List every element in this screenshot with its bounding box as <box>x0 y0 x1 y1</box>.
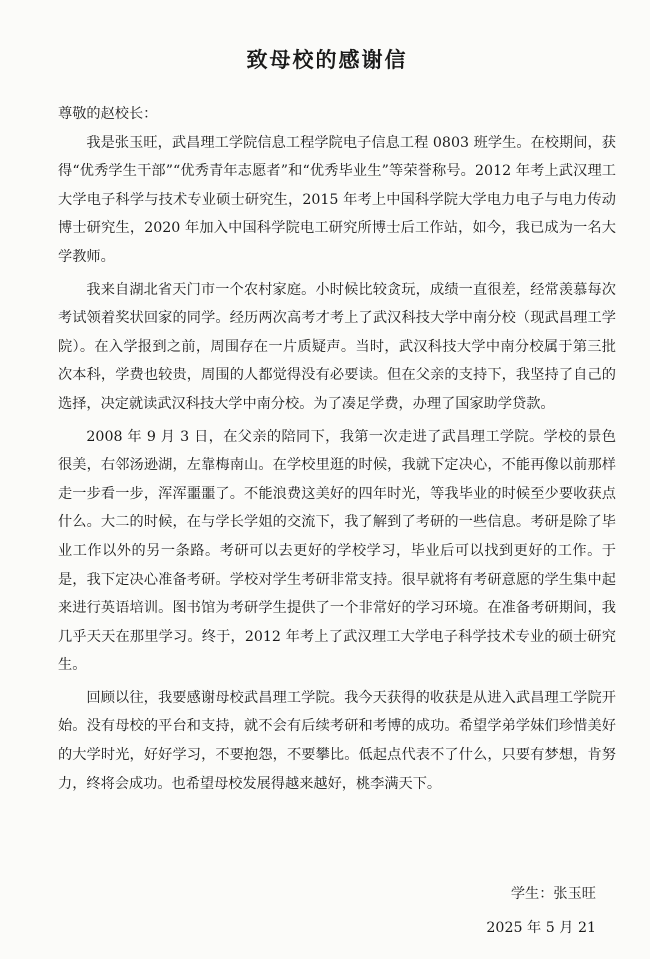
letter-title: 致母校的感谢信 <box>246 47 408 72</box>
letter-salutation: 尊敬的赵校长： <box>58 106 158 122</box>
letter-signature: 学生：张玉旺 <box>510 886 596 902</box>
letter-date: 2025 年 5 月 21 <box>486 920 596 936</box>
letter-paragraph-3: 2008 年 9 月 3 日，在父亲的陪同下，我第一次走进了武昌理工学院。学校的景色很美，右邻汤逊湖，左靠梅南山。在学校里逛的时候，我就下定决心，不能再像以前那样走一步看一步，浑浑噩噩了。不能浪费这美好的四年时光，等我毕业的时候至少要收获点什么。大二的时候，在与学长学姐的交流下，我了解到了考研的一些信息。考研是除了毕业工作以外的另一条路。考研可以去更好的学校学习，毕业后可以找到更好的工作。于是，我下定决心准备考研。学校对学生考研非常支持。很早就将有考研意愿的学生集中起来进行英语培训。图书馆为考研学生提供了一个非常好的学习环境。在准备考研期间，我几乎天天在那里学习。终于，2012 年考上了武汉理工大学电子科学技术专业的硕士研究生。 <box>58 428 616 674</box>
letter-paragraph-4: 回顾以往，我要感谢母校武昌理工学院。我今天获得的收获是从进入武昌理工学院开始。没有母校的平台和支持，就不会有后续考研和考博的成功。希望学弟学妹们珍惜美好的大学时光，好好学习，不要抱怨，不要攀比。低起点代表不了什么，只要有梦想，肯努力，终将会成功。也希望母校发展得越来越好，桃李满天下。 <box>58 689 616 792</box>
letter-signature-block <box>486 880 596 942</box>
letter-paragraph-1: 我是张玉旺，武昌理工学院信息工程学院电子信息工程 0803 班学生。在校期间，获得“优秀学生干部”“优秀青年志愿者”和“优秀毕业生”等荣誉称号。2012 年考上武汉理工大学电子科学与技术专业硕士研究生，2015 年考上中国科学院大学电力电子与电力传动博士研究生，2020 年加入中国科学院电工研究所博士后工作站，如今，我已成为一名大学教师。 <box>58 134 616 265</box>
letter-paragraph-2: 我来自湖北省天门市一个农村家庭。小时候比较贪玩，成绩一直很差，经常羡慕每次考试领着奖状回家的同学。经历两次高考才考上了武汉科技大学中南分校（现武昌理工学院）。在入学报到之前，周围存在一片质疑声。当时，武汉科技大学中南分校属于第三批次本科，学费也较贵，周围的人都觉得没有必要读。但在父亲的支持下，我坚持了自己的选择，决定就读武汉科技大学中南分校。为了凑足学费，办理了国家助学贷款。 <box>58 281 616 412</box>
